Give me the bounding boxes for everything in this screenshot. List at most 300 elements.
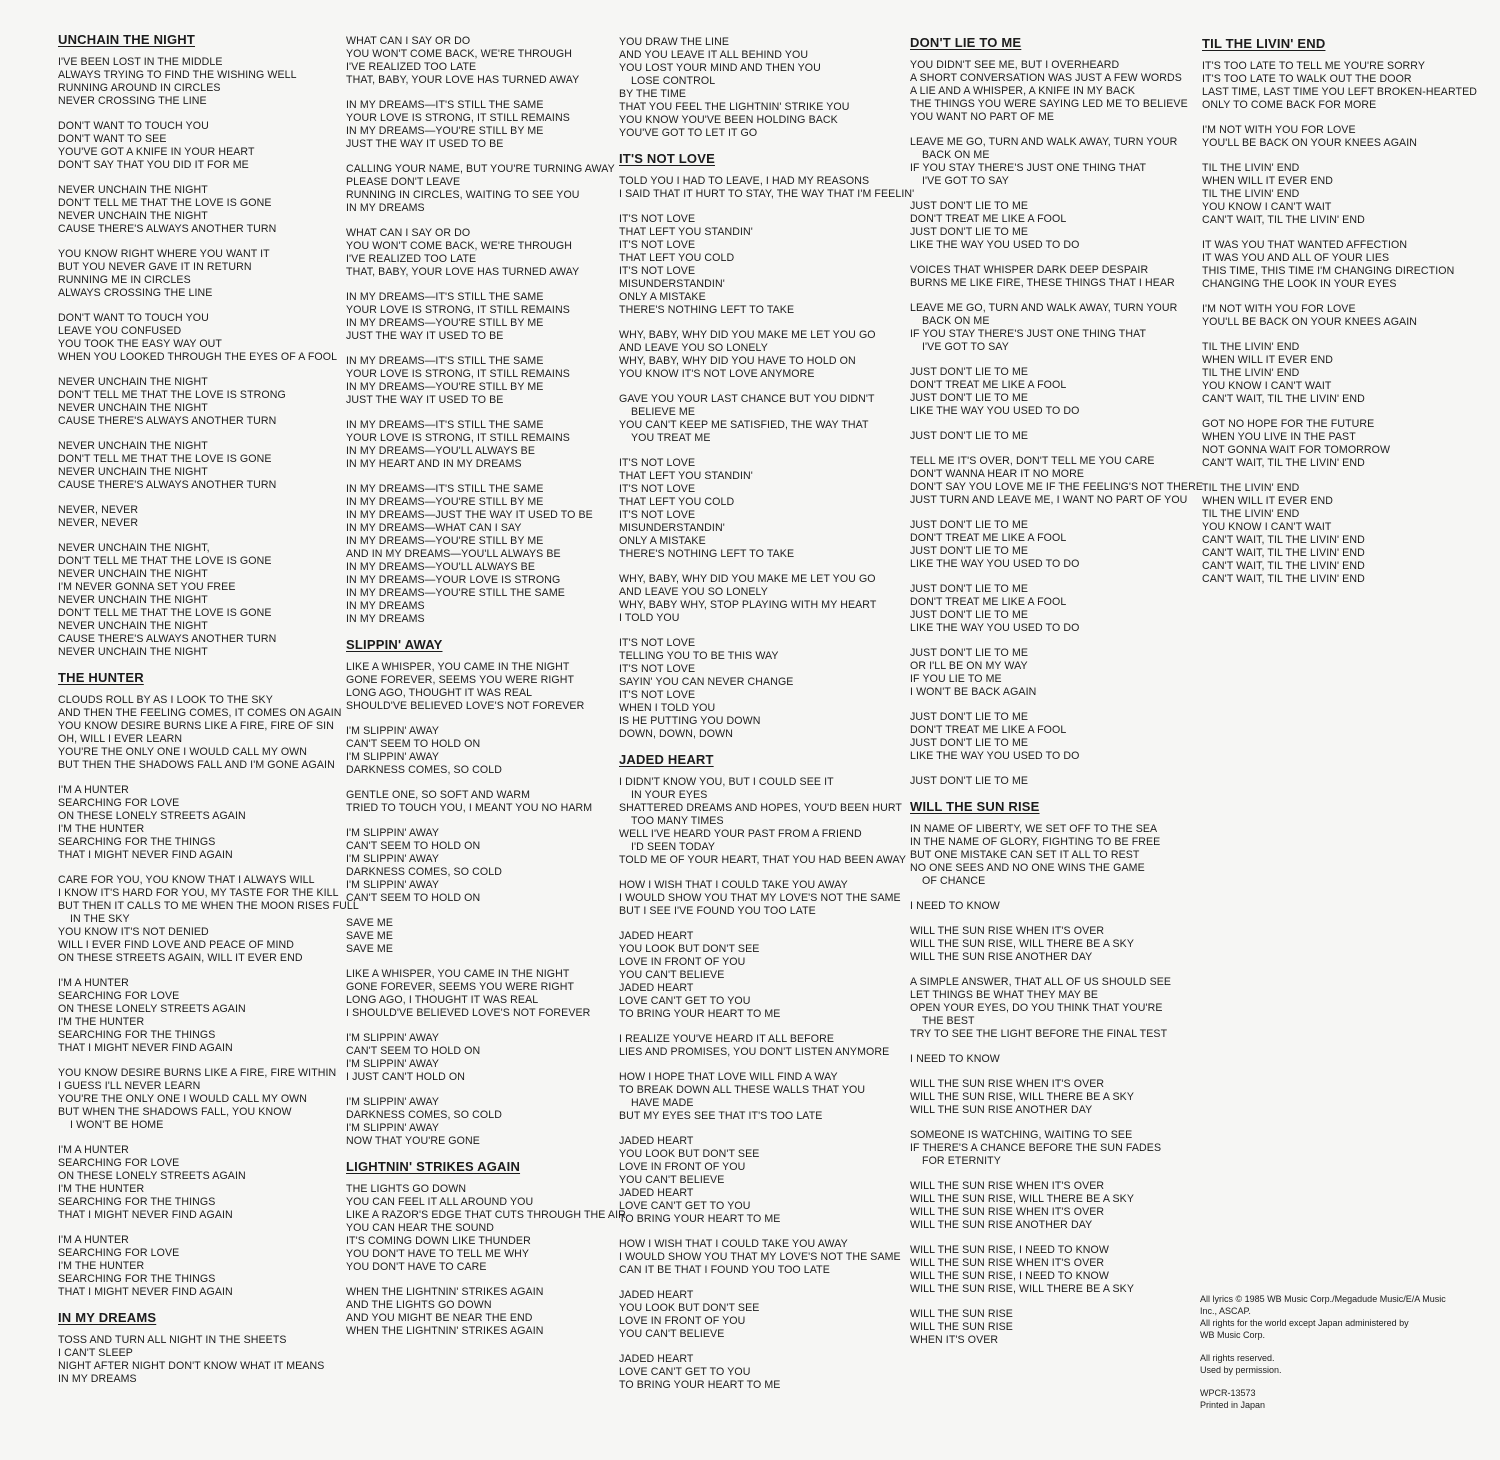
lyric-line: BUT THEN IT CALLS TO ME WHEN THE MOON RISES FULL	[58, 900, 359, 912]
lyric-line: THE THINGS YOU WERE SAYING LED ME TO BELIEVE	[910, 98, 1188, 110]
lyric-line: I'D SEEN TODAY	[631, 841, 716, 853]
lyric-line: WHY, BABY, WHY DID YOU HAVE TO HOLD ON	[619, 355, 856, 367]
lyric-line: LEAVE YOU CONFUSED	[58, 325, 182, 337]
lyric-line: YOU DIDN'T SEE ME, BUT I OVERHEARD	[910, 59, 1120, 71]
song-title: IT'S NOT LOVE	[619, 151, 715, 166]
stanza	[1202, 418, 1490, 470]
lyric-line: IT'S NOT LOVE	[619, 637, 696, 649]
stanza	[910, 1053, 1198, 1066]
song-block	[58, 33, 346, 659]
lyric-line: IN MY DREAMS—YOU'RE STILL BY ME	[346, 381, 544, 393]
stanza	[346, 227, 634, 279]
lyric-line: NEVER UNCHAIN THE NIGHT	[58, 620, 208, 632]
stanza	[346, 1096, 634, 1148]
lyric-line: I'M A HUNTER	[58, 784, 129, 796]
lyric-line: YOU CAN'T BELIEVE	[619, 1328, 725, 1340]
lyric-line: IS HE PUTTING YOU DOWN	[619, 715, 761, 727]
stanza	[619, 573, 907, 625]
lyric-line: IT'S NOT LOVE	[619, 239, 696, 251]
lyric-line: NOT GONNA WAIT FOR TOMORROW	[1202, 444, 1391, 456]
lyric-line: OH, WILL I EVER LEARN	[58, 733, 183, 745]
lyric-line: YOU KNOW RIGHT WHERE YOU WANT IT	[58, 248, 270, 260]
stanza	[346, 917, 634, 956]
stanza	[58, 1067, 346, 1132]
stanza	[619, 637, 907, 741]
lyric-line: WHEN YOU LOOKED THROUGH THE EYES OF A FOOL	[58, 351, 338, 363]
lyric-line: BELIEVE ME	[631, 406, 695, 418]
lyric-line: YOU KNOW I CAN'T WAIT	[1202, 521, 1332, 533]
lyric-line: IN THE SKY	[70, 913, 130, 925]
stanza	[910, 976, 1198, 1041]
lyric-line: YOU LOOK BUT DON'T SEE	[619, 1302, 760, 1314]
lyric-line: TO BREAK DOWN ALL THESE WALLS THAT YOU	[619, 1084, 866, 1096]
stanza	[910, 455, 1203, 507]
lyric-line: ONLY A MISTAKE	[619, 535, 706, 547]
stanza	[346, 291, 634, 343]
lyric-line: JADED HEART	[619, 982, 694, 994]
lyric-line: I'M THE HUNTER	[58, 823, 145, 835]
stanza	[1202, 341, 1490, 406]
lyric-line: CAN'T WAIT, TIL THE LIVIN' END	[1202, 547, 1365, 559]
lyric-line: DARKNESS COMES, SO COLD	[346, 866, 502, 878]
lyric-line: IN MY DREAMS—YOU'RE STILL THE SAME	[346, 587, 565, 599]
stanza	[58, 784, 346, 862]
lyric-line: YOU TREAT ME	[631, 432, 711, 444]
lyric-line: JUST DON'T LIE TO ME	[910, 366, 1029, 378]
lyric-line: TO BRING YOUR HEART TO ME	[619, 1213, 781, 1225]
lyric-line: SHATTERED DREAMS AND HOPES, YOU'D BEEN HURT	[619, 802, 902, 814]
lyric-line: YOU KNOW IT'S NOT DENIED	[58, 926, 209, 938]
lyric-line: THE LIGHTS GO DOWN	[346, 1183, 467, 1195]
lyric-line: NEVER UNCHAIN THE NIGHT	[58, 466, 208, 478]
lyric-line: LOVE CAN'T GET TO YOU	[619, 995, 751, 1007]
stanza	[58, 1334, 346, 1386]
stanza	[58, 120, 346, 172]
printed-in: Printed in Japan	[1200, 1400, 1266, 1410]
stanza	[910, 900, 1198, 913]
lyric-line: I WON'T BE BACK AGAIN	[910, 686, 1037, 698]
lyric-line: NEVER UNCHAIN THE NIGHT	[58, 568, 208, 580]
lyric-line: JADED HEART	[619, 1187, 694, 1199]
lyric-line: IN MY DREAMS—YOU'RE STILL BY ME	[346, 496, 544, 508]
stanza	[58, 184, 346, 236]
lyric-line: BUT THEN THE SHADOWS FALL AND I'M GONE AGAIN	[58, 759, 335, 771]
song-block	[619, 151, 915, 741]
lyric-line: YOUR LOVE IS STRONG, IT STILL REMAINS	[346, 304, 570, 316]
lyric-line: FOR ETERNITY	[922, 1155, 1001, 1167]
lyric-line: SEARCHING FOR LOVE	[58, 797, 180, 809]
lyric-line: LOVE IN FRONT OF YOU	[619, 1315, 746, 1327]
lyric-line: YOU'RE THE ONLY ONE I WOULD CALL MY OWN	[58, 1093, 308, 1105]
lyric-line: LIKE THE WAY YOU USED TO DO	[910, 750, 1080, 762]
song-block	[58, 670, 359, 1299]
stanza	[910, 302, 1198, 354]
lyric-line: THIS TIME, THIS TIME I'M CHANGING DIRECTION	[1202, 265, 1455, 277]
lyric-line: THAT I MIGHT NEVER FIND AGAIN	[58, 1042, 233, 1054]
lyric-line: GOT NO HOPE FOR THE FUTURE	[1202, 418, 1375, 430]
stanza	[58, 1234, 346, 1299]
lyric-line: I'VE REALIZED TOO LATE	[346, 61, 477, 73]
lyric-line: THAT, BABY, YOUR LOVE HAS TURNED AWAY	[346, 74, 580, 86]
lyric-line: NEVER UNCHAIN THE NIGHT,	[58, 542, 210, 554]
lyric-line: JUST THE WAY IT USED TO BE	[346, 330, 504, 342]
lyric-line: I'VE GOT TO SAY	[922, 175, 1009, 187]
stanza	[58, 1144, 346, 1222]
lyric-line: I'M A HUNTER	[58, 1144, 129, 1156]
lyric-line: I KNOW IT'S HARD FOR YOU, MY TASTE FOR THE KILL	[58, 887, 339, 899]
stanza	[910, 59, 1198, 124]
stanza	[619, 776, 907, 867]
lyric-line: TRY TO SEE THE LIGHT BEFORE THE FINAL TEST	[910, 1028, 1168, 1040]
lyric-line: SEARCHING FOR LOVE	[58, 1157, 180, 1169]
stanza	[346, 968, 634, 1020]
lyric-line: WHEN YOU LIVE IN THE PAST	[1202, 431, 1356, 443]
lyric-line: WHAT CAN I SAY OR DO	[346, 35, 471, 47]
lyric-line: YOU DRAW THE LINE	[619, 36, 730, 48]
song-block	[346, 638, 634, 1148]
lyric-line: IN MY DREAMS—IT'S STILL THE SAME	[346, 483, 544, 495]
lyric-line: LIKE A WHISPER, YOU CAME IN THE NIGHT	[346, 968, 570, 980]
lyric-line: HOW I HOPE THAT LOVE WILL FIND A WAY	[619, 1071, 838, 1083]
lyric-line: GONE FOREVER, SEEMS YOU WERE RIGHT	[346, 981, 575, 993]
lyric-line: DON'T WANNA HEAR IT NO MORE	[910, 468, 1085, 480]
lyric-line: NEVER CROSSING THE LINE	[58, 95, 207, 107]
lyric-line: TOO MANY TIMES	[631, 815, 724, 827]
stanza	[1202, 60, 1490, 112]
lyric-line: DON'T SAY YOU LOVE ME IF THE FEELING'S NOT THERE	[910, 481, 1203, 493]
lyric-line: LIKE A RAZOR'S EDGE THAT CUTS THROUGH THE AIR	[346, 1209, 626, 1221]
lyric-line: THAT I MIGHT NEVER FIND AGAIN	[58, 1209, 233, 1221]
stanza	[346, 661, 634, 713]
stanza	[910, 583, 1198, 635]
lyric-line: TO BRING YOUR HEART TO ME	[619, 1008, 781, 1020]
lyric-line: CAN IT BE THAT I FOUND YOU TOO LATE	[619, 1264, 830, 1276]
lyric-line: WILL THE SUN RISE ANOTHER DAY	[910, 1104, 1093, 1116]
lyric-line: CLOUDS ROLL BY AS I LOOK TO THE SKY	[58, 694, 273, 706]
stanza	[346, 1183, 634, 1274]
lyric-line: SEARCHING FOR THE THINGS	[58, 1029, 216, 1041]
lyric-line: TELL ME IT'S OVER, DON'T TELL ME YOU CARE	[910, 455, 1155, 467]
lyric-line: DOWN, DOWN, DOWN	[619, 728, 733, 740]
lyric-line: DARKNESS COMES, SO COLD	[346, 1109, 502, 1121]
lyric-line: JADED HEART	[619, 1289, 694, 1301]
lyric-line: WILL THE SUN RISE, WILL THERE BE A SKY	[910, 1193, 1134, 1205]
lyric-line: A SIMPLE ANSWER, THAT ALL OF US SHOULD SEE	[910, 976, 1172, 988]
lyric-line: THAT YOU FEEL THE LIGHTNIN' STRIKE YOU	[619, 101, 850, 113]
lyric-line: WHY, BABY, WHY DID YOU MAKE ME LET YOU GO	[619, 573, 876, 585]
lyric-line: TOLD ME OF YOUR HEART, THAT YOU HAD BEEN AWAY	[619, 854, 907, 866]
stanza	[619, 175, 915, 201]
lyric-line: I'VE BEEN LOST IN THE MIDDLE	[58, 56, 223, 68]
lyric-line: WILL THE SUN RISE WHEN IT'S OVER	[910, 1078, 1105, 1090]
lyric-line: AND YOU MIGHT BE NEAR THE END	[346, 1312, 533, 1324]
lyric-line: DON'T TREAT ME LIKE A FOOL	[910, 379, 1067, 391]
lyric-line: AND THE LIGHTS GO DOWN	[346, 1299, 492, 1311]
lyric-line: JADED HEART	[619, 1135, 694, 1147]
lyric-line: LIKE THE WAY YOU USED TO DO	[910, 622, 1080, 634]
stanza	[619, 1289, 907, 1341]
stanza	[619, 1353, 907, 1392]
lyric-line: LAST TIME, LAST TIME YOU LEFT BROKEN-HEARTED	[1202, 86, 1478, 98]
lyric-line: YOU WON'T COME BACK, WE'RE THROUGH	[346, 240, 573, 252]
lyric-line: TO BRING YOUR HEART TO ME	[619, 1379, 781, 1391]
lyric-line: JUST DON'T LIE TO ME	[910, 647, 1029, 659]
lyric-line: ON THESE LONELY STREETS AGAIN	[58, 1003, 246, 1015]
stanza	[910, 264, 1198, 290]
lyric-line: LIES AND PROMISES, YOU DON'T LISTEN ANYMORE	[619, 1046, 890, 1058]
rights-line: All rights reserved.	[1200, 1353, 1275, 1363]
lyric-line: NEVER UNCHAIN THE NIGHT	[58, 376, 208, 388]
lyric-line: HOW I WISH THAT I COULD TAKE YOU AWAY	[619, 1238, 848, 1250]
lyric-line: THAT LEFT YOU COLD	[619, 252, 735, 264]
lyric-line: SAYIN' YOU CAN NEVER CHANGE	[619, 676, 794, 688]
lyric-line: WILL THE SUN RISE, I NEED TO KNOW	[910, 1270, 1109, 1282]
stanza	[58, 312, 346, 364]
lyric-line: TIL THE LIVIN' END	[1202, 367, 1300, 379]
lyric-line: I'M SLIPPIN' AWAY	[346, 751, 440, 763]
stanza	[910, 711, 1198, 763]
lyric-line: I'M SLIPPIN' AWAY	[346, 879, 440, 891]
lyric-line: IF YOU STAY THERE'S JUST ONE THING THAT	[910, 328, 1147, 340]
lyric-line: DON'T TREAT ME LIKE A FOOL	[910, 213, 1067, 225]
lyric-line: IT WAS YOU AND ALL OF YOUR LIES	[1202, 252, 1390, 264]
lyric-line: THERE'S NOTHING LEFT TO TAKE	[619, 548, 795, 560]
lyric-line: IN MY DREAMS—IT'S STILL THE SAME	[346, 355, 544, 367]
stanza	[619, 879, 907, 918]
stanza	[346, 99, 634, 151]
lyric-line: IN NAME OF LIBERTY, WE SET OFF TO THE SEA	[910, 823, 1158, 835]
lyric-line: JUST DON'T LIE TO ME	[910, 775, 1029, 787]
stanza	[910, 823, 1198, 888]
lyric-line: TELLING YOU TO BE THIS WAY	[619, 650, 779, 662]
lyric-line: SEARCHING FOR THE THINGS	[58, 1273, 216, 1285]
stanza	[1202, 239, 1490, 291]
lyric-line: I NEED TO KNOW	[910, 1053, 1000, 1065]
lyric-line: CALLING YOUR NAME, BUT YOU'RE TURNING AWAY	[346, 163, 615, 175]
lyric-line: DON'T WANT TO TOUCH YOU	[58, 312, 209, 324]
lyric-line: IN MY DREAMS—JUST THE WAY IT USED TO BE	[346, 509, 593, 521]
lyric-line: NEVER UNCHAIN THE NIGHT	[58, 594, 208, 606]
lyric-line: CAN'T SEEM TO HOLD ON	[346, 892, 481, 904]
column-5	[1202, 37, 1490, 598]
stanza	[619, 1071, 907, 1123]
lyric-line: YOU WON'T COME BACK, WE'RE THROUGH	[346, 48, 573, 60]
lyric-line: I'M SLIPPIN' AWAY	[346, 1122, 440, 1134]
lyric-line: WHY, BABY, WHY DID YOU MAKE ME LET YOU GO	[619, 329, 876, 341]
stanza	[1202, 303, 1490, 329]
lyric-line: JUST DON'T LIE TO ME	[910, 392, 1029, 404]
lyric-line: CAN'T SEEM TO HOLD ON	[346, 738, 481, 750]
lyric-line: WHEN WILL IT EVER END	[1202, 175, 1334, 187]
lyric-line: YOU CAN FEEL IT ALL AROUND YOU	[346, 1196, 534, 1208]
lyric-line: IT'S NOT LOVE	[619, 265, 696, 277]
song-block	[58, 1311, 346, 1386]
lyric-line: THE BEST	[922, 1015, 975, 1027]
lyric-line: I WOULD SHOW YOU THAT MY LOVE'S NOT THE SAME	[619, 1251, 901, 1263]
stanza	[58, 874, 359, 965]
song-title: LIGHTNIN' STRIKES AGAIN	[346, 1159, 521, 1174]
stanza	[1202, 124, 1490, 150]
lyric-line: JUST TURN AND LEAVE ME, I WANT NO PART OF YOU	[910, 494, 1188, 506]
song-block	[619, 753, 907, 1392]
lyric-line: LET THINGS BE WHAT THEY MAY BE	[910, 989, 1099, 1001]
stanza	[619, 329, 907, 381]
lyric-line: WILL THE SUN RISE, WILL THERE BE A SKY	[910, 1091, 1134, 1103]
lyric-line: IN MY DREAMS—YOU'RE STILL BY ME	[346, 535, 544, 547]
lyric-line: BUT ONE MISTAKE CAN SET IT ALL TO REST	[910, 849, 1140, 861]
lyric-line: I'M SLIPPIN' AWAY	[346, 1032, 440, 1044]
stanza	[346, 483, 634, 626]
song-title: WILL THE SUN RISE	[910, 799, 1040, 814]
lyric-line: YOU LOOK BUT DON'T SEE	[619, 943, 760, 955]
lyric-line: CAUSE THERE'S ALWAYS ANOTHER TURN	[58, 633, 277, 645]
stanza	[346, 827, 634, 905]
lyric-line: IT'S NOT LOVE	[619, 663, 696, 675]
lyric-line: AND YOU LEAVE IT ALL BEHIND YOU	[619, 49, 809, 61]
lyric-line: ALWAYS TRYING TO FIND THE WISHING WELL	[58, 69, 297, 81]
stanza	[619, 213, 907, 317]
stanza	[619, 1238, 907, 1277]
lyric-line: BY THE TIME	[619, 88, 687, 100]
lyric-line: THAT I MIGHT NEVER FIND AGAIN	[58, 849, 233, 861]
lyric-line: SHOULD'VE BELIEVED LOVE'S NOT FOREVER	[346, 700, 585, 712]
lyric-line: YOU'VE GOT A KNIFE IN YOUR HEART	[58, 146, 255, 158]
lyric-line: JADED HEART	[619, 930, 694, 942]
lyric-line: YOU KNOW DESIRE BURNS LIKE A FIRE, FIRE WITHIN	[58, 1067, 337, 1079]
stanza	[910, 1244, 1198, 1296]
lyric-line: I'M SLIPPIN' AWAY	[346, 827, 440, 839]
lyric-line: ONLY TO COME BACK FOR MORE	[1202, 99, 1377, 111]
lyric-line: ON THESE STREETS AGAIN, WILL IT EVER END	[58, 952, 303, 964]
lyric-line: DON'T TREAT ME LIKE A FOOL	[910, 532, 1067, 544]
lyric-line: SEARCHING FOR LOVE	[58, 990, 180, 1002]
lyric-line: JUST THE WAY IT USED TO BE	[346, 394, 504, 406]
lyric-line: IT'S NOT LOVE	[619, 483, 696, 495]
lyric-line: I REALIZE YOU'VE HEARD IT ALL BEFORE	[619, 1033, 835, 1045]
lyric-line: HOW I WISH THAT I COULD TAKE YOU AWAY	[619, 879, 848, 891]
lyric-line: NEVER, NEVER	[58, 504, 139, 516]
lyric-line: NOW THAT YOU'RE GONE	[346, 1135, 480, 1147]
copyright-line: All lyrics © 1985 WB Music Corp./Megadude Music/E/A Music	[1200, 1294, 1446, 1304]
lyric-line: IN MY DREAMS	[58, 1373, 137, 1385]
lyric-line: IT'S NOT LOVE	[619, 509, 696, 521]
lyric-line: WILL THE SUN RISE WHEN IT'S OVER	[910, 1257, 1105, 1269]
lyric-line: ON THESE LONELY STREETS AGAIN	[58, 810, 246, 822]
lyric-line: OF CHANCE	[922, 875, 986, 887]
lyric-line: OR I'LL BE ON MY WAY	[910, 660, 1028, 672]
lyric-line: YOU'RE THE ONLY ONE I WOULD CALL MY OWN	[58, 746, 308, 758]
lyric-line: BUT WHEN THE SHADOWS FALL, YOU KNOW	[58, 1106, 292, 1118]
column-3	[619, 36, 915, 1404]
lyric-line: YOU DON'T HAVE TO CARE	[346, 1261, 487, 1273]
stanza	[910, 925, 1198, 964]
lyric-line: I'M THE HUNTER	[58, 1016, 145, 1028]
song-title: IN MY DREAMS	[58, 1310, 157, 1325]
stanza	[58, 56, 346, 108]
lyric-line: DON'T TREAT ME LIKE A FOOL	[910, 724, 1067, 736]
lyric-line: WHEN THE LIGHTNIN' STRIKES AGAIN	[346, 1325, 544, 1337]
lyric-line: CAN'T WAIT, TIL THE LIVIN' END	[1202, 457, 1365, 469]
lyric-line: IN MY DREAMS—YOU'LL ALWAYS BE	[346, 445, 535, 457]
lyric-line: VOICES THAT WHISPER DARK DEEP DESPAIR	[910, 264, 1149, 276]
lyric-line: SAVE ME	[346, 930, 394, 942]
lyric-line: RUNNING IN CIRCLES, WAITING TO SEE YOU	[346, 189, 580, 201]
stanza	[910, 647, 1198, 699]
lyric-line: LEAVE ME GO, TURN AND WALK AWAY, TURN YOUR	[910, 136, 1178, 148]
lyric-line: IF YOU LIE TO ME	[910, 673, 1002, 685]
song-block	[1202, 37, 1490, 586]
lyric-line: I'M THE HUNTER	[58, 1183, 145, 1195]
stanza	[910, 1129, 1198, 1168]
lyric-line: YOU'LL BE BACK ON YOUR KNEES AGAIN	[1202, 137, 1418, 149]
lyric-line: IF YOU STAY THERE'S JUST ONE THING THAT	[910, 162, 1147, 174]
lyric-line: YOU TOOK THE EASY WAY OUT	[58, 338, 222, 350]
lyric-line: IN MY DREAMS—YOU'LL ALWAYS BE	[346, 561, 535, 573]
stanza	[910, 430, 1198, 443]
stanza	[58, 504, 346, 530]
stanza	[619, 393, 907, 445]
lyric-line: YOU WANT NO PART OF ME	[910, 111, 1055, 123]
stanza	[58, 977, 346, 1055]
lyric-line: IN MY DREAMS—YOUR LOVE IS STRONG	[346, 574, 561, 586]
lyric-line: LONG AGO, THOUGHT IT WAS REAL	[346, 687, 533, 699]
stanza	[910, 1308, 1198, 1347]
lyric-line: SAVE ME	[346, 917, 394, 929]
lyric-line: IN MY DREAMS	[346, 613, 425, 625]
lyric-line: WHAT CAN I SAY OR DO	[346, 227, 471, 239]
lyric-line: IN MY DREAMS—IT'S STILL THE SAME	[346, 419, 544, 431]
lyric-line: MISUNDERSTANDIN'	[619, 522, 725, 534]
lyric-line: WILL THE SUN RISE, WILL THERE BE A SKY	[910, 1283, 1134, 1295]
lyric-line: NEVER UNCHAIN THE NIGHT	[58, 402, 208, 414]
lyric-line: WILL THE SUN RISE WHEN IT'S OVER	[910, 1180, 1105, 1192]
lyric-line: YOUR LOVE IS STRONG, IT STILL REMAINS	[346, 432, 570, 444]
lyric-line: LOVE IN FRONT OF YOU	[619, 956, 746, 968]
lyric-line: I'VE REALIZED TOO LATE	[346, 253, 477, 265]
lyric-line: YOU LOOK BUT DON'T SEE	[619, 1148, 760, 1160]
lyric-line: AND LEAVE YOU SO LONELY	[619, 586, 768, 598]
lyric-line: SEARCHING FOR LOVE	[58, 1247, 180, 1259]
lyric-line: SEARCHING FOR THE THINGS	[58, 1196, 216, 1208]
lyric-line: IT WAS YOU THAT WANTED AFFECTION	[1202, 239, 1408, 251]
lyric-line: NO ONE SEES AND NO ONE WINS THE GAME	[910, 862, 1145, 874]
lyric-line: THAT LEFT YOU STANDIN'	[619, 226, 753, 238]
lyric-line: WILL I EVER FIND LOVE AND PEACE OF MIND	[58, 939, 295, 951]
lyric-line: GONE FOREVER, SEEMS YOU WERE RIGHT	[346, 674, 575, 686]
stanza	[58, 376, 346, 428]
song-title: SLIPPIN' AWAY	[346, 637, 443, 652]
lyric-line: YOU LOST YOUR MIND AND THEN YOU	[619, 62, 821, 74]
lyric-line: I SAID THAT IT HURT TO STAY, THE WAY THAT I'M FEELIN'	[619, 188, 915, 200]
lyric-line: A SHORT CONVERSATION WAS JUST A FEW WORDS	[910, 72, 1182, 84]
lyric-line: RUNNING AROUND IN CIRCLES	[58, 82, 221, 94]
lyric-line: IT'S NOT LOVE	[619, 213, 696, 225]
stanza	[619, 1033, 907, 1059]
stanza	[346, 419, 634, 471]
lyric-line: I JUST CAN'T HOLD ON	[346, 1071, 466, 1083]
lyric-line: GAVE YOU YOUR LAST CHANCE BUT YOU DIDN'T	[619, 393, 875, 405]
lyric-line: BURNS ME LIKE FIRE, THESE THINGS THAT I HEAR	[910, 277, 1175, 289]
stanza	[346, 163, 634, 215]
lyric-line: LOVE CAN'T GET TO YOU	[619, 1366, 751, 1378]
lyric-line: RUNNING ME IN CIRCLES	[58, 274, 191, 286]
stanza	[346, 1032, 634, 1084]
lyric-line: WHY, BABY WHY, STOP PLAYING WITH MY HEART	[619, 599, 877, 611]
lyric-line: YOU KNOW I CAN'T WAIT	[1202, 380, 1332, 392]
stanza	[910, 1180, 1198, 1232]
lyric-line: I'M NOT WITH YOU FOR LOVE	[1202, 124, 1356, 136]
lyric-line: I TOLD YOU	[619, 612, 680, 624]
